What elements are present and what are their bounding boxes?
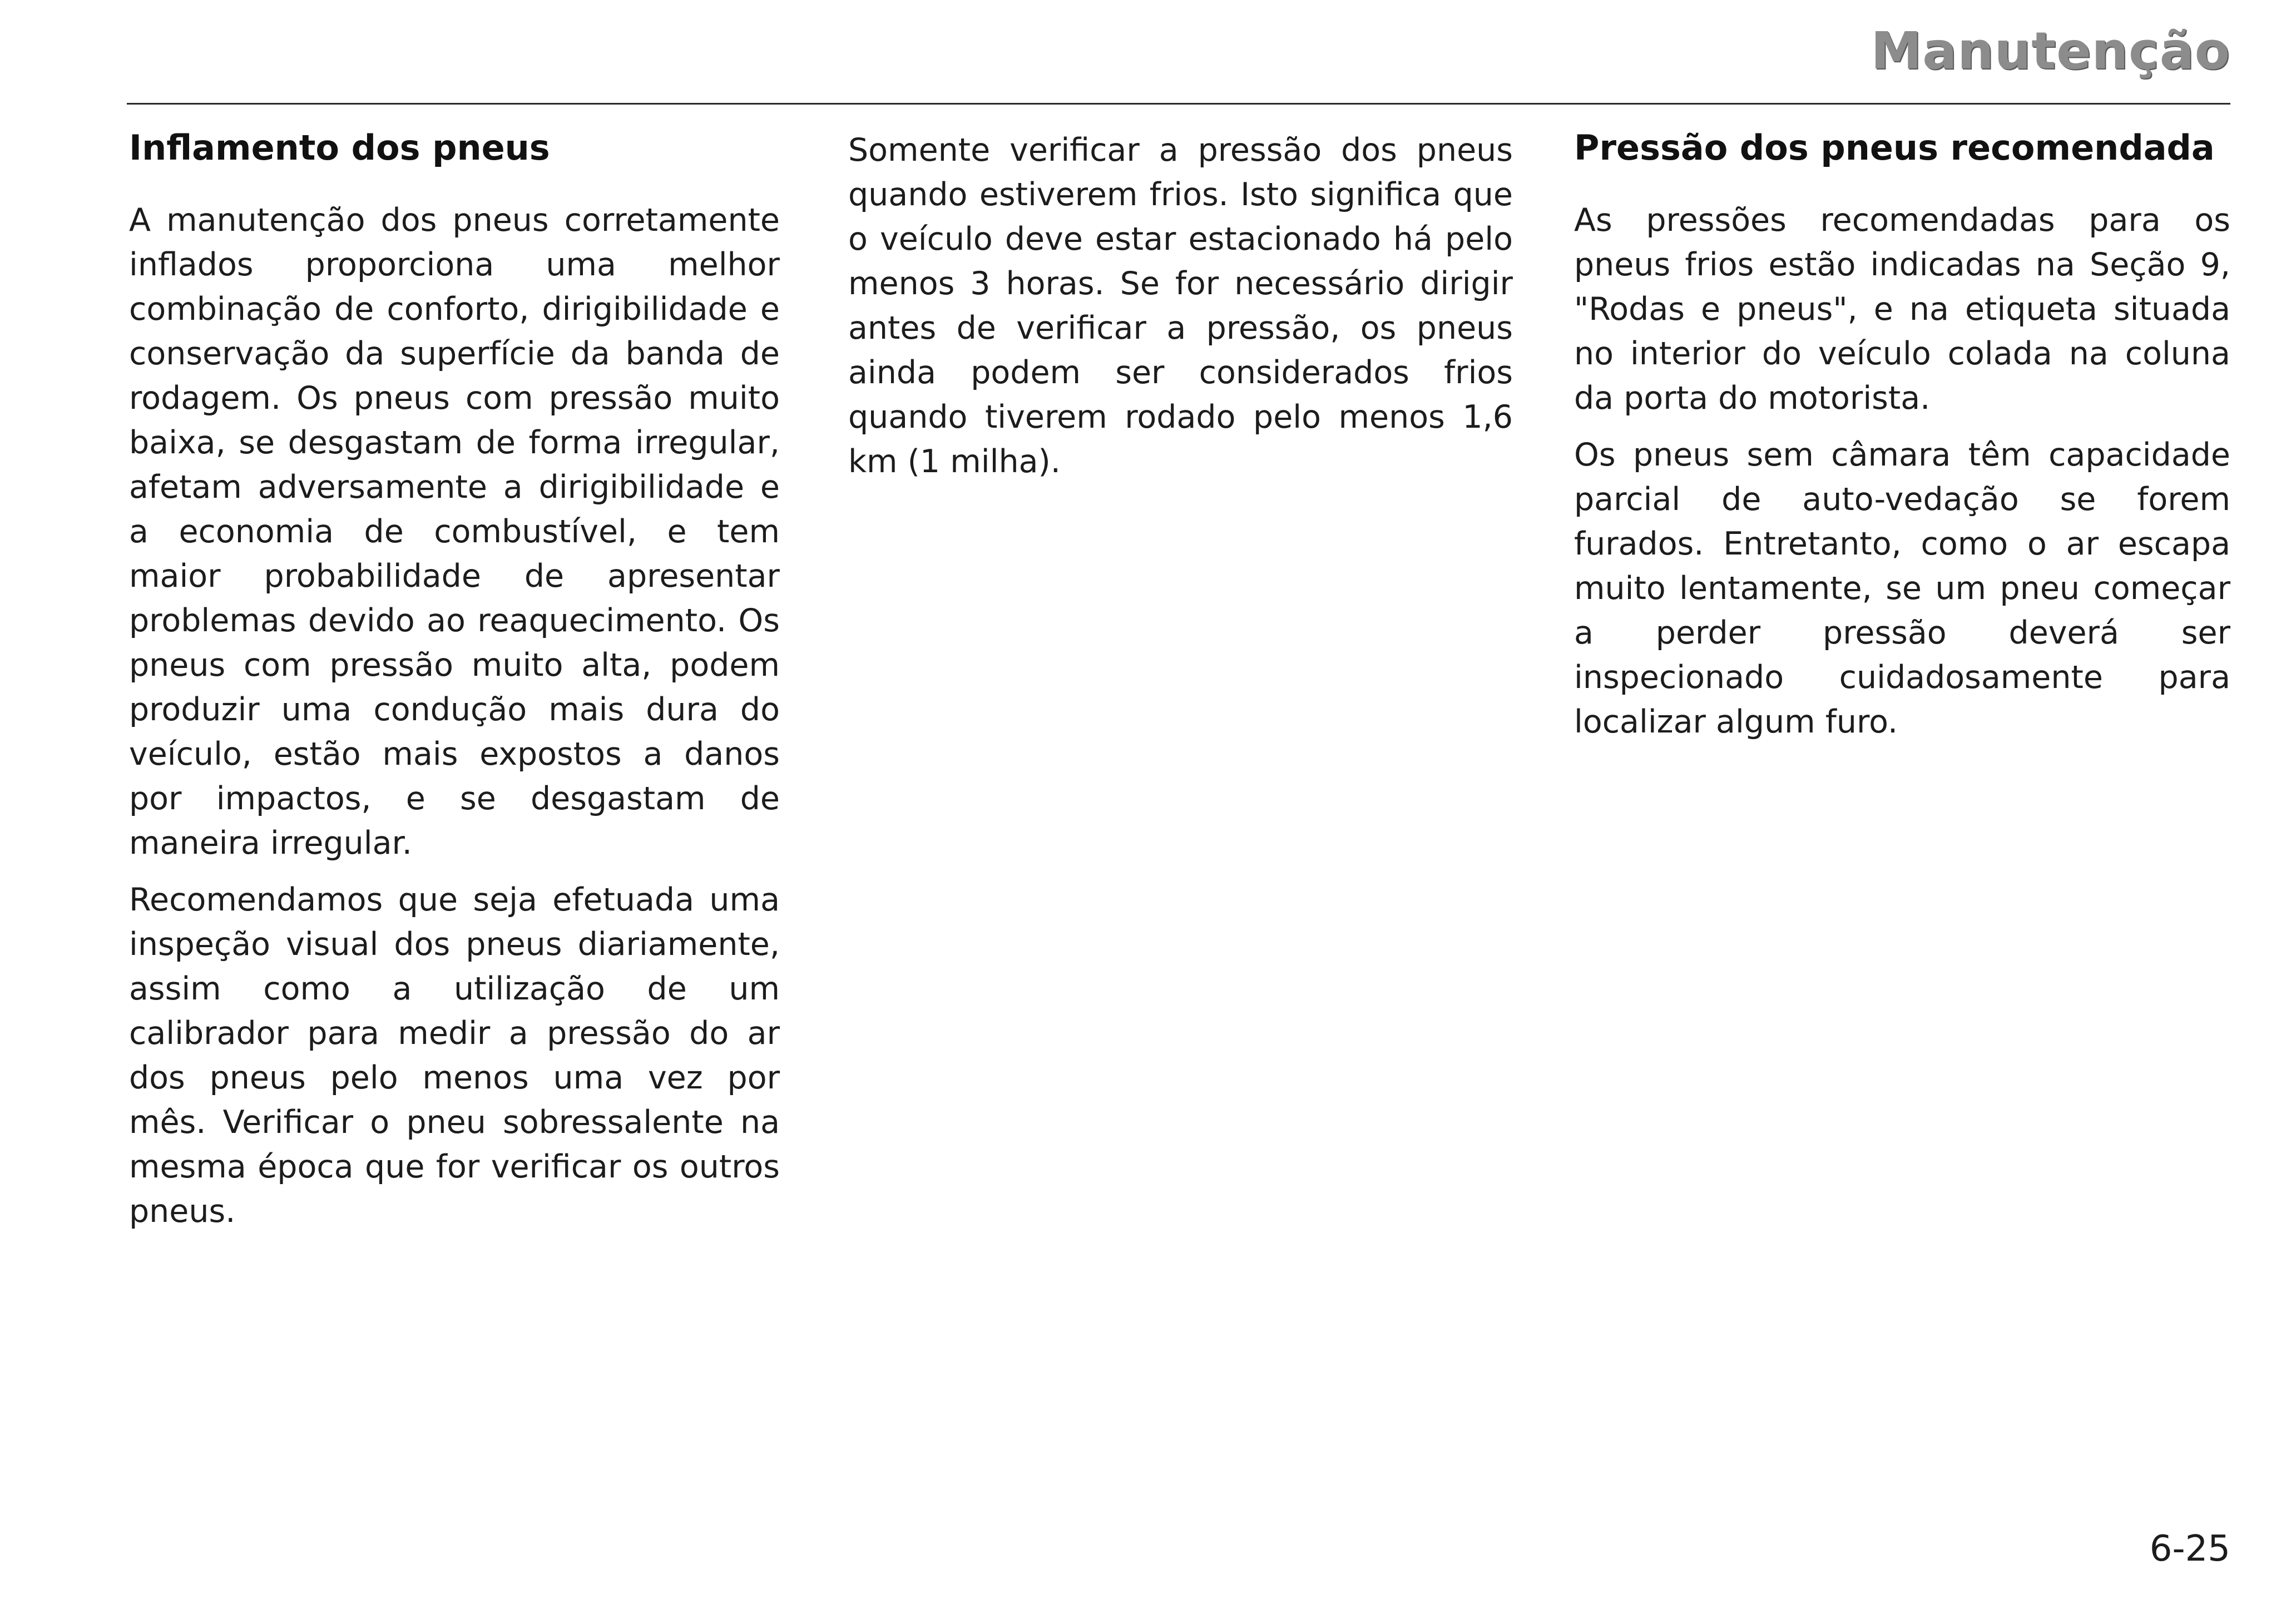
- page-number: 6-25: [2149, 1528, 2230, 1570]
- paragraph: Os pneus sem câmara têm capacidade parcial de auto-vedação se forem furados. Entretanto, como o ar escapa muito lentamente, se um pneu começar a perder pressão deverá ser inspecionado cuidadosamente para localizar algum furo.: [1574, 437, 2230, 740]
- column-inflamento: [129, 127, 780, 1246]
- paragraph: As pressões recomendadas para os pneus frios estão indicadas na Seção 9, "Rodas e pneus", e na etiqueta situada no interior do veículo colada na coluna da porta do motorista.: [1574, 202, 2230, 417]
- header-rule: [127, 103, 2230, 105]
- paragraph: A manutenção dos pneus corretamente inflados proporciona uma melhor combinação de conforto, dirigibilidade e conservação da superfície da banda de rodagem. Os pneus com pressão muito baixa, se desgastam de forma irregular, afetam adversamente a dirigibilidade e a economia de combustível, e tem maior probabilidade de apresentar problemas devido ao reaquecimento. Os pneus com pressão muito alta, podem produzir uma condução mais dura do veículo, estão mais expostos a danos por impactos, e se desgastam de maneira irregular.: [129, 202, 780, 862]
- column-verificacao: [848, 127, 1513, 496]
- section-heading-inflamento: Inflamento dos pneus: [129, 127, 550, 168]
- page-title: Manutenção: [1871, 21, 2230, 81]
- paragraph: Somente verificar a pressão dos pneus quando estiverem frios. Isto significa que o veículo deve estar estacionado há pelo menos 3 horas. Se for necessário dirigir antes de verificar a pressão, os pneus ainda podem ser considerados frios quando tiverem rodado pelo menos 1,6 km (1 milha).: [848, 132, 1513, 480]
- paragraph: Recomendamos que seja efetuada uma inspeção visual dos pneus diariamente, assim como a utilização de um calibrador para medir a pressão do ar dos pneus pelo menos uma vez por mês. Verificar o pneu sobressalente na mesma época que for verificar os outros pneus.: [129, 882, 780, 1230]
- section-heading-pressao: Pressão dos pneus recomendada: [1574, 127, 2215, 168]
- column-pressao-recomendada: [1574, 127, 2230, 756]
